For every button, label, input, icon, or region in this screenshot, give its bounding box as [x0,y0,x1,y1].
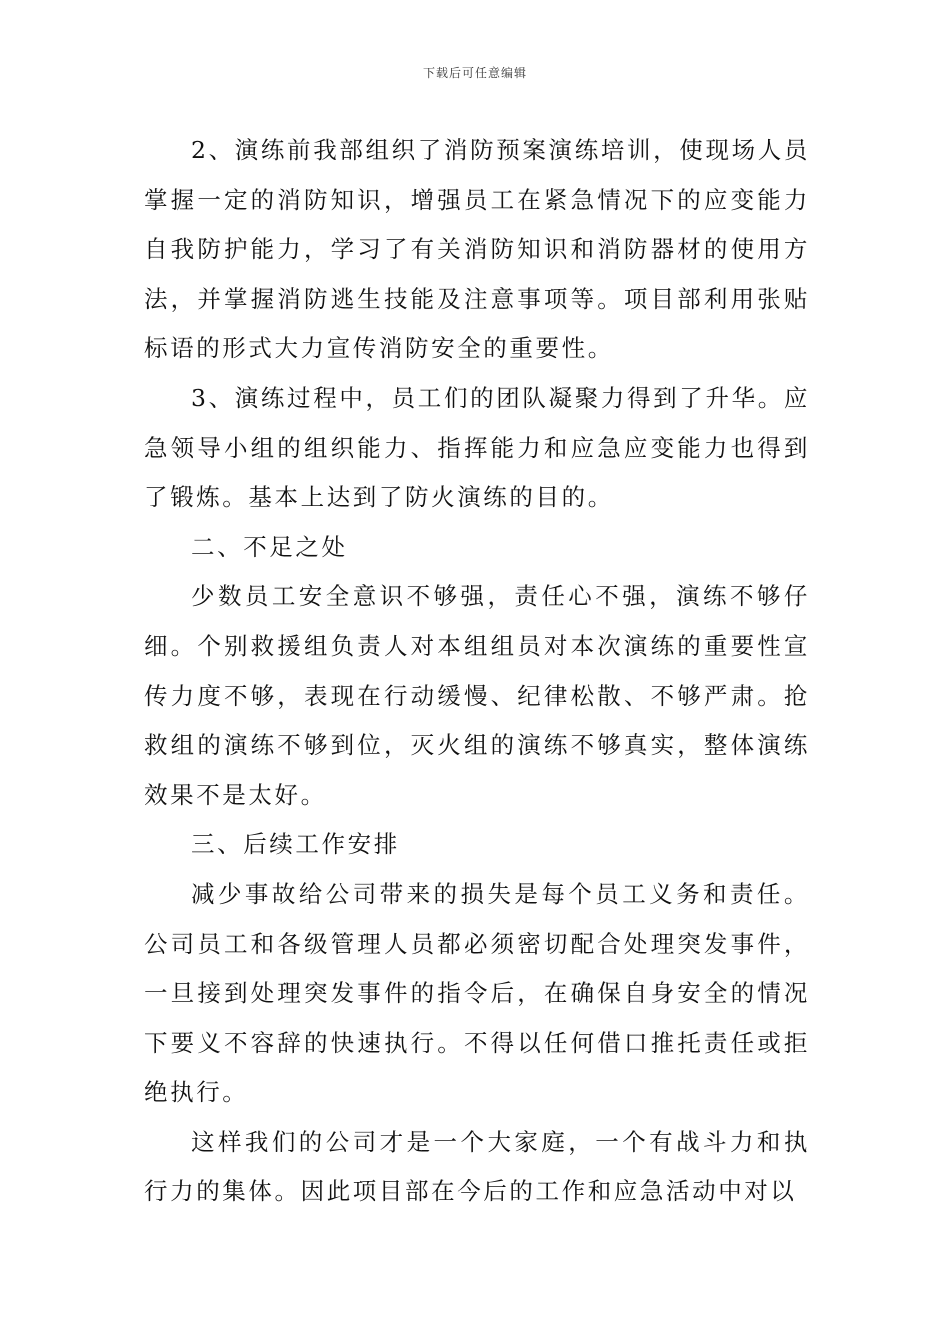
section-heading-follow-up: 三、后续工作安排 [191,830,400,859]
paragraph-follow-up: 减少事故给公司带来的损失是每个员工义务和责任。公司员工和各级管理人员都必须密切配合处理突发事件，一旦接到处理突发事件的指令后，在确保自身安全的情况下要义不容辞的快速执行。不得以任何借口推托责任或拒绝执行。 [144,879,810,1107]
section-heading-shortcomings: 二、不足之处 [191,532,348,561]
document-body [144,126,810,1217]
paragraph-shortcomings: 少数员工安全意识不够强，责任心不强，演练不够仔细。个别救援组负责人对本组组员对本次演练的重要性宣传力度不够，表现在行动缓慢、纪律松散、不够严肃。抢救组的演练不够到位，灭火组的演练不够真实，整体演练效果不是太好。 [144,582,810,809]
paragraph-drill-process: 3、演练过程中，员工们的团队凝聚力得到了升华。应急领导小组的组织能力、指挥能力和应急应变能力也得到了锻炼。基本上达到了防火演练的目的。 [144,383,810,512]
paragraph-training: 2、演练前我部组织了消防预案演练培训，使现场人员掌握一定的消防知识，增强员工在紧急情况下的应变能力自我防护能力，学习了有关消防知识和消防器材的使用方法，并掌握消防逃生技能及注意事项等。项目部利用张贴标语的形式大力宣传消防安全的重要性。 [144,136,810,363]
page-header-note: 下载后可任意编辑 [422,66,527,80]
paragraph-company-team: 这样我们的公司才是一个大家庭，一个有战斗力和执行力的集体。因此项目部在今后的工作和应急活动中对以 [144,1127,810,1206]
